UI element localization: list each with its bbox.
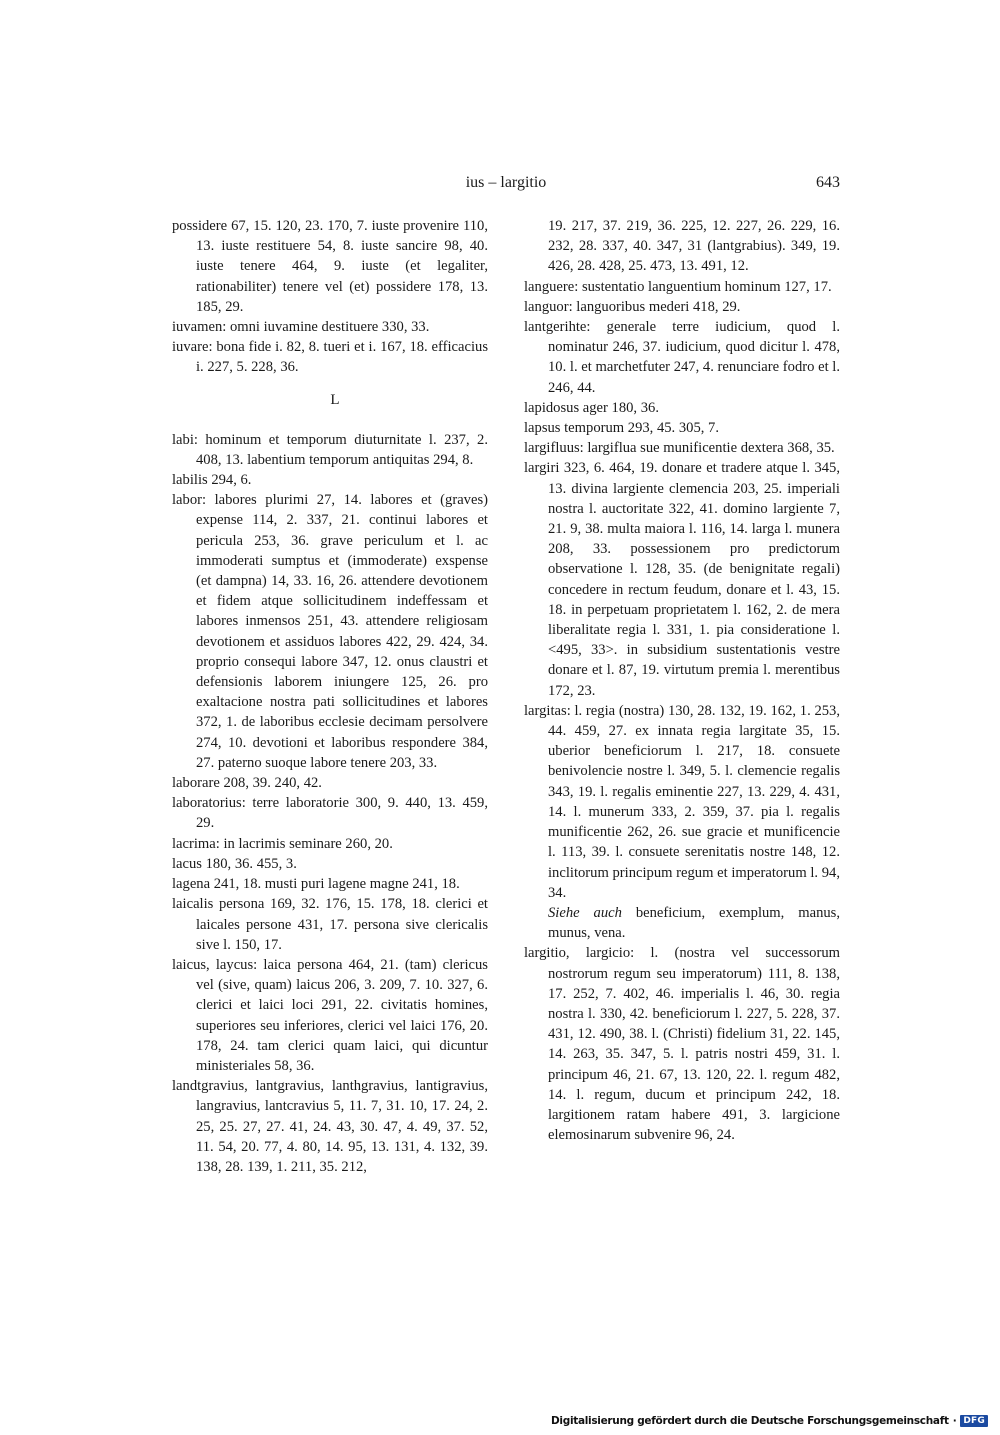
section-letter: L <box>330 391 340 408</box>
index-entry: iuvamen: omni iuvamine destituere 330, 33. <box>172 319 430 336</box>
funding-text: Digitalisierung gefördert durch die Deutsche Forschungsgemeinschaft <box>551 1415 949 1427</box>
left-column <box>172 216 488 1177</box>
index-entry: languere: sustentatio languentium hominum 127, 17. <box>524 278 832 295</box>
see-also-note <box>524 903 840 943</box>
right-column <box>524 216 840 1145</box>
index-entry: largifluus: largiflua sue munificentie dextera 368, 35. <box>524 440 835 457</box>
index-entry: laborare 208, 39. 240, 42. <box>172 775 322 792</box>
index-entry: iuvare: bona fide i. 82, 8. tueri et i. 167, 18. efficacius i. 227, 5. 228, 36. <box>172 339 488 376</box>
index-entry: largiri 323, 6. 464, 19. donare et tradere atque l. 345, 13. divina largiente clemencia 203, 25. imperiali nostra l. auctoritate 322, 41. domino largiente 7, 21. 9, 38. multa maiora l. 116, 14. larga l. munera 208, 33. possessionem pro predictorum observatione l. 128, 35. (de benignitate regali) concedere in rectum feudum, donare et l. 43, 15. 18. in perpetuam proprietatem l. 162, 2. de mera liberalitate regia l. 331, 1. pia consideratione l. <495, 33>. in subsidium sustentationis vestre donare et l. 87, 19. virtutum premia l. merentibus 172, 23. <box>524 460 840 699</box>
index-entry: lagena 241, 18. musti puri lagene magne 241, 18. <box>172 876 460 893</box>
funding-footer <box>551 1413 988 1429</box>
index-entry: lantgerihte: generale terre iudicium, quod l. nominatur 246, 37. iudicium, quod dicitur l. 478, 10. l. et marchetfuter 247, 4. renunciare fodro et l. 246, 44. <box>524 319 840 396</box>
footer-separator: · <box>952 1415 957 1427</box>
index-entry: languor: languoribus mederi 418, 29. <box>524 298 741 315</box>
see-also-prefix: Siehe auch <box>548 904 622 921</box>
running-title: ius – largitio <box>465 174 547 191</box>
index-entry: possidere 67, 15. 120, 23. 170, 7. iuste provenire 110, 13. iuste restituere 54, 8. iuste sancire 98, 40. iuste tenere 464, 9. iuste (et legaliter, rationabiliter) tenere vel (et) possidere 178, 13. 185, 29. <box>172 218 488 315</box>
index-entry: laboratorius: terre laboratorie 300, 9. 440, 13. 459, 29. <box>172 795 488 832</box>
index-entry: lapidosus ager 180, 36. <box>524 399 659 416</box>
index-entry: laicalis persona 169, 32. 176, 15. 178, 18. clerici et laicales persone 431, 17. persona sive clericalis sive l. 150, 17. <box>172 896 488 953</box>
index-entry-continuation: 19. 217, 37. 219, 36. 225, 12. 227, 26. 229, 16. 232, 28. 337, 40. 347, 31 (lantgrabius). 349, 19. 426, 28. 428, 25. 473, 13. 491, 12. <box>548 218 840 275</box>
index-entry: labilis 294, 6. <box>172 472 252 489</box>
page-number: 643 <box>816 174 840 191</box>
see-also-text: beneficium, exemplum, manus, munus, vena. <box>548 904 840 942</box>
index-entry: largitio, largicio: l. (nostra vel successorum nostrorum regum seu imperatorum) 111, 8. 138, 17. 252, 7. 402, 46. imperialis l. 46, 30. regia nostra l. 330, 42. beneficiorum l. 227, 5. 228, 37. 431, 12. 490, 38. l. (Christi) fidelium 31, 22. 145, 14. 263, 35. 347, 5. l. patris nostri 459, 31. l. principum 46, 21. 67, 13. 120, 22. l. regum 482, 14. l. regum, ducum et principum 242, 18. largitionem ratam habere 491, 3. largicione elemosinarum subvenire 96, 24. <box>524 945 840 1144</box>
page-header <box>172 171 840 195</box>
index-entry: laicus, laycus: laica persona 464, 21. (tam) clericus vel (sive, quam) laicus 206, 3. 209, 7. 10. 327, 6. clerici et laici loci 291, 22. civitatis homines, superiores seu inferiores, clerici vel laici 176, 20. 178, 24. tam clerici quam laici, qui dicuntur ministeriales 58, 36. <box>172 956 488 1074</box>
index-entry: lacrima: in lacrimis seminare 260, 20. <box>172 835 393 852</box>
index-entry: labor: labores plurimi 27, 14. labores et (graves) expense 114, 2. 337, 21. continui labores et pericula 253, 36. grave periculum et l. ac immoderati sumptus et (immoderate) exspense (et dampna) 14, 33. 16, 26. attendere devotionem et fidem atque sollicitudinem indeffessam et labores inmensos 251, 43. attendere religiosam devotionem et assiduos labores 422, 29. 424, 34. proprio consequi labore 347, 12. onus claustri et defensionis laborem iniungere 125, 26. pro exaltacione nostra pati sollicitudines et labores 372, 1. de laboribus ecclesie decimam persolvere 274, 10. devotioni et laboribus respondere 384, 27. paterno suoque labore tenere 203, 33. <box>172 492 488 771</box>
index-entry: largitas: l. regia (nostra) 130, 28. 132, 19. 162, 1. 253, 44. 459, 27. ex innata regia largitate 35, 15. uberior beneficiorum l. 217, 18. consuete benivolencie nostre l. 349, 5. l. clemencie regalis 343, 19. l. regalis eminentie 227, 13. 229, 4. 431, 14. l. munerum 333, 2. 359, 37. pia l. regalis munificentie 262, 26. sue gracie et munificencie l. 113, 39. l. consuete serenitatis nostre 148, 12. inclitorum principum regum et imperatorum l. 94, 34. <box>524 702 840 901</box>
index-entry: labi: hominum et temporum diuturnitate l. 237, 2. 408, 13. labentium temporum antiquitas 294, 8. <box>172 431 488 468</box>
dfg-logo: DFG <box>960 1415 988 1427</box>
index-entry: landtgravius, lantgravius, lanthgravius, lantigravius, langravius, lantcravius 5, 11. 7, 31. 10, 17. 24, 2. 25, 25. 27, 27. 41, 24. 43, 30. 47, 4. 49, 37. 52, 11. 54, 20. 77, 4. 80, 14. 95, 13. 131, 4. 132, 39. 138, 28. 139, 1. 211, 35. 212, <box>172 1078 488 1175</box>
index-entry: lapsus temporum 293, 45. 305, 7. <box>524 420 719 437</box>
index-entry: lacus 180, 36. 455, 3. <box>172 855 297 872</box>
